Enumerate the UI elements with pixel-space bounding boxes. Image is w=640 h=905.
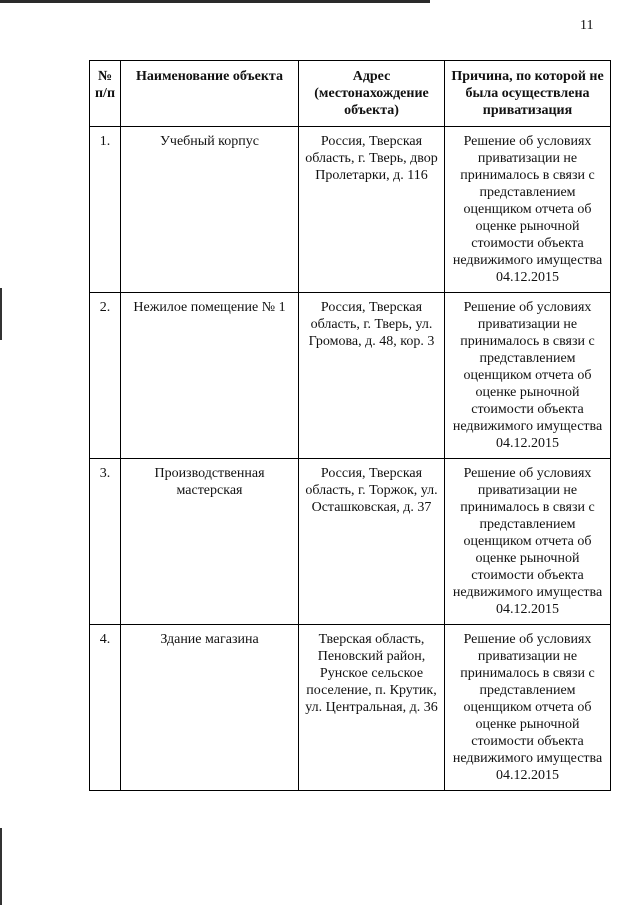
object-address: Тверская область, Пеновский район, Рунское сельское поселение, п. Крутик, ул. Центральная, д. 36 — [299, 625, 445, 791]
object-name: Нежилое помещение № 1 — [121, 293, 299, 459]
privatization-reason: Решение об условиях приватизации не принималось в связи с представлением оценщиком отчета об оценке рыночной стоимости объекта недвижимого имущества 04.12.2015 — [445, 293, 611, 459]
object-name: Производственная мастерская — [121, 459, 299, 625]
row-number: 3. — [90, 459, 121, 625]
row-number: 1. — [90, 127, 121, 293]
row-number: 4. — [90, 625, 121, 791]
table-row — [90, 625, 611, 791]
header-address: Адрес (местонахождение объекта) — [299, 61, 445, 127]
scan-top-line — [0, 0, 430, 3]
privatization-objects-table — [89, 60, 611, 791]
page-number: 11 — [580, 18, 594, 33]
object-address: Россия, Тверская область, г. Торжок, ул. Осташковская, д. 37 — [299, 459, 445, 625]
header-object-name: Наименование объекта — [121, 61, 299, 127]
privatization-reason: Решение об условиях приватизации не принималось в связи с представлением оценщиком отчета об оценке рыночной стоимости объекта недвижимого имущества 04.12.2015 — [445, 459, 611, 625]
scan-left-edge-mark — [0, 288, 2, 340]
object-name: Здание магазина — [121, 625, 299, 791]
table-header-row — [90, 61, 611, 127]
object-address: Россия, Тверская область, г. Тверь, ул. Громова, д. 48, кор. 3 — [299, 293, 445, 459]
header-number: № п/п — [90, 61, 121, 127]
privatization-reason: Решение об условиях приватизации не принималось в связи с представлением оценщиком отчета об оценке рыночной стоимости объекта недвижимого имущества 04.12.2015 — [445, 625, 611, 791]
privatization-reason: Решение об условиях приватизации не принималось в связи с представлением оценщиком отчета об оценке рыночной стоимости объекта недвижимого имущества 04.12.2015 — [445, 127, 611, 293]
object-address: Россия, Тверская область, г. Тверь, двор Пролетарки, д. 116 — [299, 127, 445, 293]
object-name: Учебный корпус — [121, 127, 299, 293]
table-row — [90, 459, 611, 625]
header-reason: Причина, по которой не была осуществлена приватизация — [445, 61, 611, 127]
table-row — [90, 127, 611, 293]
scan-left-edge-mark — [0, 828, 2, 905]
row-number: 2. — [90, 293, 121, 459]
table-row — [90, 293, 611, 459]
